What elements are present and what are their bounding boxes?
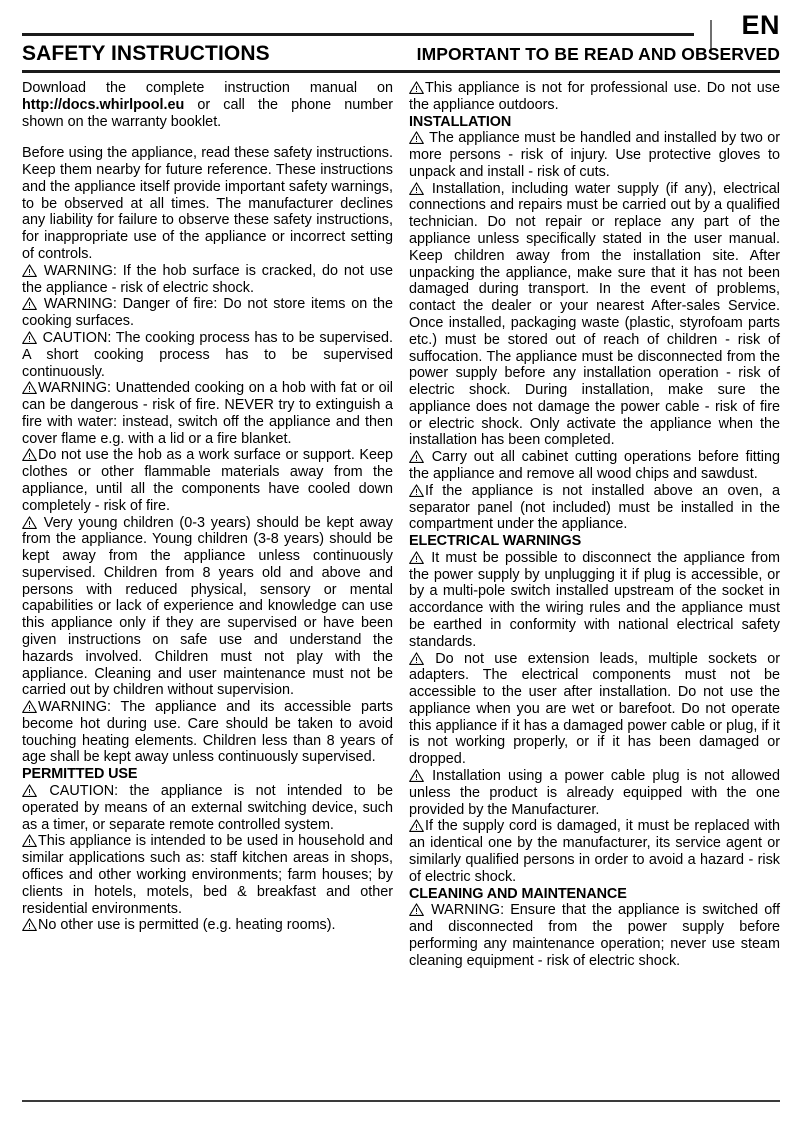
- section-heading-cleaning-maintenance: CLEANING AND MAINTENANCE: [409, 885, 627, 902]
- paragraph-work-surface: [22, 447, 393, 514]
- warning-triangle-icon: [22, 297, 37, 310]
- warning-triangle-icon: [409, 903, 424, 916]
- not-professional-text: This appliance is not for professional use. Do not use the appliance outdoors.: [409, 80, 780, 113]
- paragraph-cabinet-cutting: [409, 449, 780, 483]
- warning-triangle-icon: [22, 784, 37, 797]
- language-badge: EN: [741, 10, 780, 40]
- body-columns: [22, 80, 780, 1080]
- paragraph-supply-cord: [409, 818, 780, 885]
- warning-triangle-icon: [22, 918, 37, 931]
- header-bottom-rule: [22, 70, 780, 73]
- paragraph-caution-external-switch: [22, 783, 393, 833]
- document-header: [22, 10, 780, 72]
- page-title: SAFETY INSTRUCTIONS: [22, 42, 270, 65]
- warning-triangle-icon: [409, 81, 424, 94]
- caution-external-switch-text: CAUTION: the appliance is not intended to be operated by means of an external switching device, such as a timer, or separate remote controlled system.: [22, 783, 394, 833]
- household-text: This appliance is intended to be used in household and similar applications such as: staff kitchen areas in shops, offices and other working environments; farm houses; by clients in hotels, motels, bed & breakfast and other residential environments.: [22, 833, 393, 917]
- paragraph-installation-qualified: [409, 181, 780, 450]
- download-text-pre: Download the complete instruction manual on: [22, 80, 393, 96]
- paragraph-caution-supervised: [22, 330, 393, 380]
- supply-cord-text: If the supply cord is damaged, it must be replaced with an identical one by the manufacturer, its service agent or similarly qualified persons in order to avoid a hazard - risk of electric shock.: [409, 818, 780, 885]
- header-titles: [22, 42, 780, 66]
- paragraph-warning-hob-cracked: [22, 263, 393, 297]
- warning-triangle-icon: [409, 819, 424, 832]
- page-subtitle: IMPORTANT TO BE READ AND OBSERVED: [416, 44, 780, 64]
- warning-triangle-icon: [409, 551, 424, 564]
- warning-triangle-icon: [409, 182, 424, 195]
- docs-url[interactable]: http://docs.whirlpool.eu: [22, 96, 185, 113]
- paragraph-spacer: [22, 130, 393, 145]
- right-column: [409, 80, 780, 1080]
- two-persons-text: The appliance must be handled and installed by two or more persons - risk of injury. Use protective gloves to unpack and install - risk of cuts.: [409, 130, 780, 180]
- paragraph-children: [22, 515, 393, 700]
- warning-triangle-icon: [22, 381, 37, 394]
- caution-supervised-text: CAUTION: The cooking process has to be supervised. A short cooking process has to be supervised continuously.: [22, 329, 394, 380]
- warning-switched-off-text: WARNING: Ensure that the appliance is switched off and disconnected from the power supply before performing any maintenance operation; never use steam cleaning equipment - risk of electric shock.: [409, 902, 781, 969]
- paragraph-household: [22, 833, 393, 917]
- paragraph-warning-switched-off: [409, 902, 780, 969]
- paragraph-separator-panel: [409, 483, 780, 533]
- warning-triangle-icon: [409, 450, 424, 463]
- warning-hot-parts-text: WARNING: The appliance and its accessible parts become hot during use. Care should be taken to avoid touching heating elements. Children less than 8 years of age shall be kept away unless continuously supervised.: [22, 699, 393, 766]
- separator-panel-text: If the appliance is not installed above an oven, a separator panel (not included) must be installed in the compartment under the appliance.: [409, 482, 780, 533]
- warning-triangle-icon: [22, 834, 37, 847]
- warning-unattended-text: WARNING: Unattended cooking on a hob with fat or oil can be dangerous - risk of fire. NEVER try to extinguish a fire with water: instead, switch off the appliance and then cover flame e.g. with a lid or a fire blanket.: [22, 380, 393, 447]
- warning-triangle-icon: [409, 131, 424, 144]
- section-heading-electrical-warnings: ELECTRICAL WARNINGS: [409, 533, 582, 550]
- warning-hob-cracked-text: WARNING: If the hob surface is cracked, do not use the appliance - risk of electric shock.: [22, 262, 394, 296]
- paragraph-power-cable-plug: [409, 768, 780, 818]
- warning-triangle-icon: [409, 769, 424, 782]
- section-heading-installation: INSTALLATION: [409, 113, 512, 130]
- footer-rule: [22, 1100, 780, 1102]
- warning-triangle-icon: [22, 448, 37, 461]
- power-cable-plug-text: Installation using a power cable plug is not allowed unless the product is already equipped with the one provided by the Manufacturer.: [409, 768, 780, 818]
- disconnect-possible-text: It must be possible to disconnect the appliance from the power supply by unplugging it if plug is accessible, or by a multi-pole switch installed upstream of the socket in accordance with the wiring rules and the appliance must be earthed in conformity with national electrical safety standards.: [409, 549, 780, 650]
- paragraph-not-professional: [409, 80, 780, 114]
- no-other-use-text: No other use is permitted (e.g. heating rooms).: [38, 917, 336, 934]
- header-top-rule: [22, 33, 694, 36]
- warning-triangle-icon: [409, 652, 424, 665]
- warning-triangle-icon: [22, 700, 37, 713]
- paragraph-before-using: Before using the appliance, read these safety instructions. Keep them nearby for future reference. These instructions and the appliance itself provide important safety warnings, to be observed at all times. The manufacturer declines any liability for failure to observe these safety instructions, for inappropriate use of the appliance or incorrect setting of controls.: [22, 145, 393, 263]
- no-extension-leads-text: Do not use extension leads, multiple sockets or adapters. The electrical components must not be accessible to the user after installation. Do not use the appliance when you are wet or barefoot. Do not operate this appliance if it has a damaged power cable or plug, if it is not working properly, or if it has been damaged or dropped.: [409, 650, 780, 768]
- children-text: Very young children (0-3 years) should be kept away from the appliance. Young children (3-8 years) should be kept away from the appliance unless continuously supervised. Children from 8 years old and above and persons with reduced physical, sensory or mental capabilities or lack of experience and knowledge can use this appliance only if they are supervised or have been given instructions on safe use and understand the hazards involved. Children must not play with the appliance. Cleaning and user maintenance must not be carried out by children without supervision.: [22, 514, 394, 699]
- cabinet-cutting-text: Carry out all cabinet cutting operations before fitting the appliance and remove all wood chips and sawdust.: [409, 449, 780, 482]
- warning-fire-items-text: WARNING: Danger of fire: Do not store items on the cooking surfaces.: [22, 296, 393, 330]
- warning-triangle-icon: [22, 331, 37, 344]
- left-column: [22, 80, 393, 1080]
- warning-triangle-icon: [22, 264, 37, 277]
- paragraph-no-extension-leads: [409, 651, 780, 768]
- installation-qualified-text: Installation, including water supply (if any), electrical connections and repairs must be carried out by a qualified technician. Do not repair or replace any part of the appliance unless specifically stated in the user manual. Keep children away from the installation site. After unpacking the appliance, make sure that it has not been damaged during transport. In the event of problems, contact the dealer or your nearest After-sales Service. Once installed, packaging waste (plastic, styrofoam parts etc.) must be stored out of reach of children - risk of suffocation. The appliance must be disconnected from the power supply before any installation operation - risk of electric shock. During installation, make sure the appliance does not damage the power cable - risk of fire or electric shock. Only activate the appliance when the installation has been completed.: [409, 180, 781, 449]
- work-surface-text: Do not use the hob as a work surface or support. Keep clothes or other flammable materials away from the appliance, until all the components have cooled down completely - risk of fire.: [22, 447, 393, 514]
- warning-triangle-icon: [409, 484, 424, 497]
- warning-triangle-icon: [22, 516, 37, 529]
- paragraph-warning-unattended: [22, 380, 393, 447]
- paragraph-two-persons: [409, 130, 780, 180]
- section-heading-permitted-use: PERMITTED USE: [22, 766, 138, 783]
- download-text-post: or call the phone number shown on the warranty booklet.: [22, 96, 393, 130]
- paragraph-download: [22, 80, 393, 130]
- paragraph-warning-hot-parts: [22, 699, 393, 766]
- paragraph-warning-fire-items: [22, 296, 393, 330]
- paragraph-disconnect-possible: [409, 550, 780, 651]
- paragraph-no-other-use: [22, 917, 393, 934]
